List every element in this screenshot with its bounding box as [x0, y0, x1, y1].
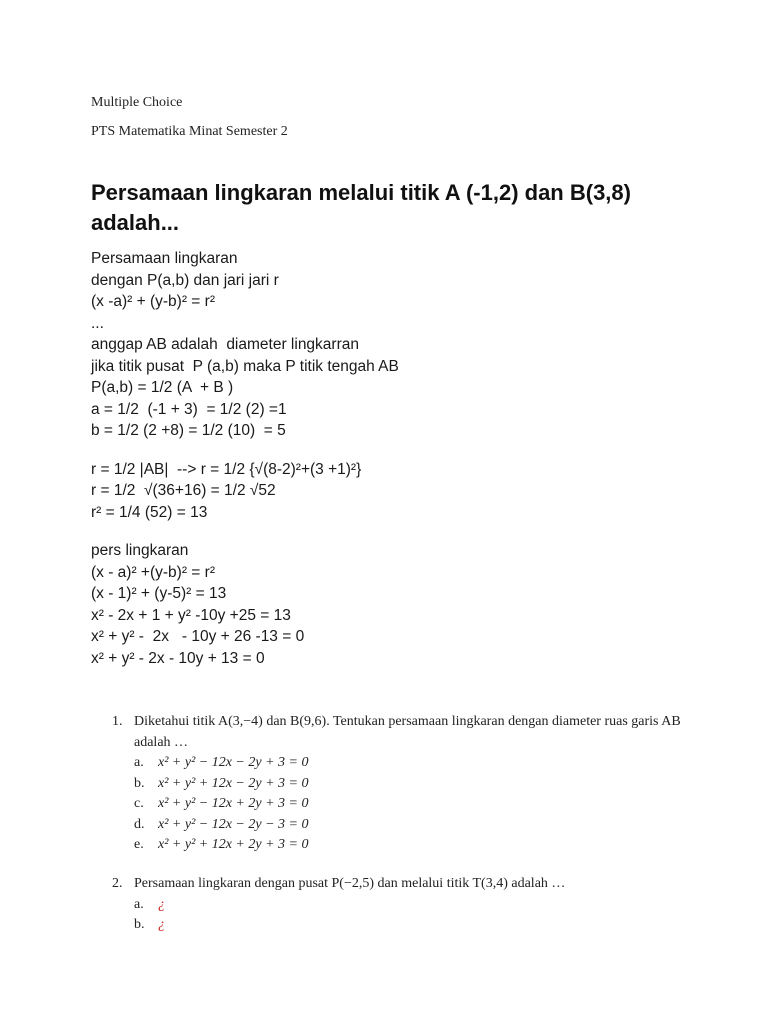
- solution-line: r = 1/2 √(36+16) = 1/2 √52: [91, 482, 276, 499]
- question-text: Diketahui titik A(3,−4) dan B(9,6). Tentukan persamaan lingkaran dengan diameter ruas garis AB adalah …: [134, 714, 685, 750]
- option-c: [134, 794, 692, 815]
- option-value: x² + y² − 12x − 2y − 3 = 0: [158, 816, 309, 832]
- options-list: [134, 753, 692, 856]
- question-number: 2.: [112, 876, 123, 891]
- option-e: [134, 835, 692, 856]
- solution-line: x² + y² - 2x - 10y + 13 = 0: [91, 649, 265, 667]
- options-list: [134, 895, 692, 936]
- option-label: a.: [134, 896, 144, 912]
- paragraph-gap: [91, 523, 731, 540]
- option-value: x² + y² + 12x + 2y + 3 = 0: [158, 837, 309, 852]
- doc-subject-label: PTS Matematika Minat Semester 2: [91, 124, 288, 139]
- option-d: [134, 815, 692, 836]
- solution-line: r² = 1/4 (52) = 13: [91, 503, 208, 521]
- solution-line: r = 1/2 |AB| --> r = 1/2 {√(8-2)²+(3 +1)²}: [91, 460, 362, 478]
- solution-line: (x -a)² + (y-b)² = r²: [91, 293, 215, 310]
- option-label: e.: [134, 837, 144, 852]
- option-a: [134, 895, 692, 916]
- doc-type-label: Multiple Choice: [91, 95, 183, 110]
- solution-line: jika titik pusat P (a,b) maka P titik tengah AB: [91, 357, 399, 375]
- solution-line: ...: [91, 314, 104, 332]
- solution-line: x² + y² - 2x - 10y + 26 -13 = 0: [91, 628, 305, 645]
- solution-line: Persamaan lingkaran: [91, 250, 238, 267]
- question-1: [112, 712, 692, 856]
- solution-line: x² - 2x + 1 + y² -10y +25 = 13: [91, 606, 291, 624]
- option-value: ¿: [158, 917, 165, 932]
- option-a: [134, 753, 692, 774]
- solution-line: a = 1/2 (-1 + 3) = 1/2 (2) =1: [91, 400, 287, 418]
- solution-line: b = 1/2 (2 +8) = 1/2 (10) = 5: [91, 422, 286, 439]
- option-label: a.: [134, 755, 144, 770]
- question-text: Persamaan lingkaran dengan pusat P(−2,5) dan melalui titik T(3,4) adalah …: [134, 876, 566, 891]
- option-label: b.: [134, 775, 145, 791]
- option-label: d.: [134, 816, 145, 832]
- option-b: [134, 774, 692, 795]
- option-value: ¿: [158, 896, 165, 912]
- option-b: [134, 915, 692, 936]
- solution-line: (x - a)² +(y-b)² = r²: [91, 563, 215, 581]
- option-value: x² + y² + 12x − 2y + 3 = 0: [158, 775, 309, 791]
- question-title: Persamaan lingkaran melalui titik A (-1,2) dan B(3,8) adalah...: [91, 180, 631, 235]
- solution-line: pers lingkaran: [91, 542, 189, 559]
- paragraph-gap: [91, 442, 731, 459]
- solution-line: P(a,b) = 1/2 (A + B ): [91, 379, 234, 396]
- solution-body: [91, 248, 731, 669]
- option-value: x² + y² − 12x − 2y + 3 = 0: [158, 755, 309, 770]
- option-label: c.: [134, 796, 144, 811]
- solution-line: anggap AB adalah diameter lingkarran: [91, 336, 359, 353]
- solution-line: dengan P(a,b) dan jari jari r: [91, 271, 279, 289]
- option-value: x² + y² − 12x + 2y + 3 = 0: [158, 796, 309, 811]
- question-2: [112, 874, 692, 936]
- question-number: 1.: [112, 714, 123, 729]
- option-label: b.: [134, 917, 145, 932]
- solution-line: (x - 1)² + (y-5)² = 13: [91, 585, 227, 602]
